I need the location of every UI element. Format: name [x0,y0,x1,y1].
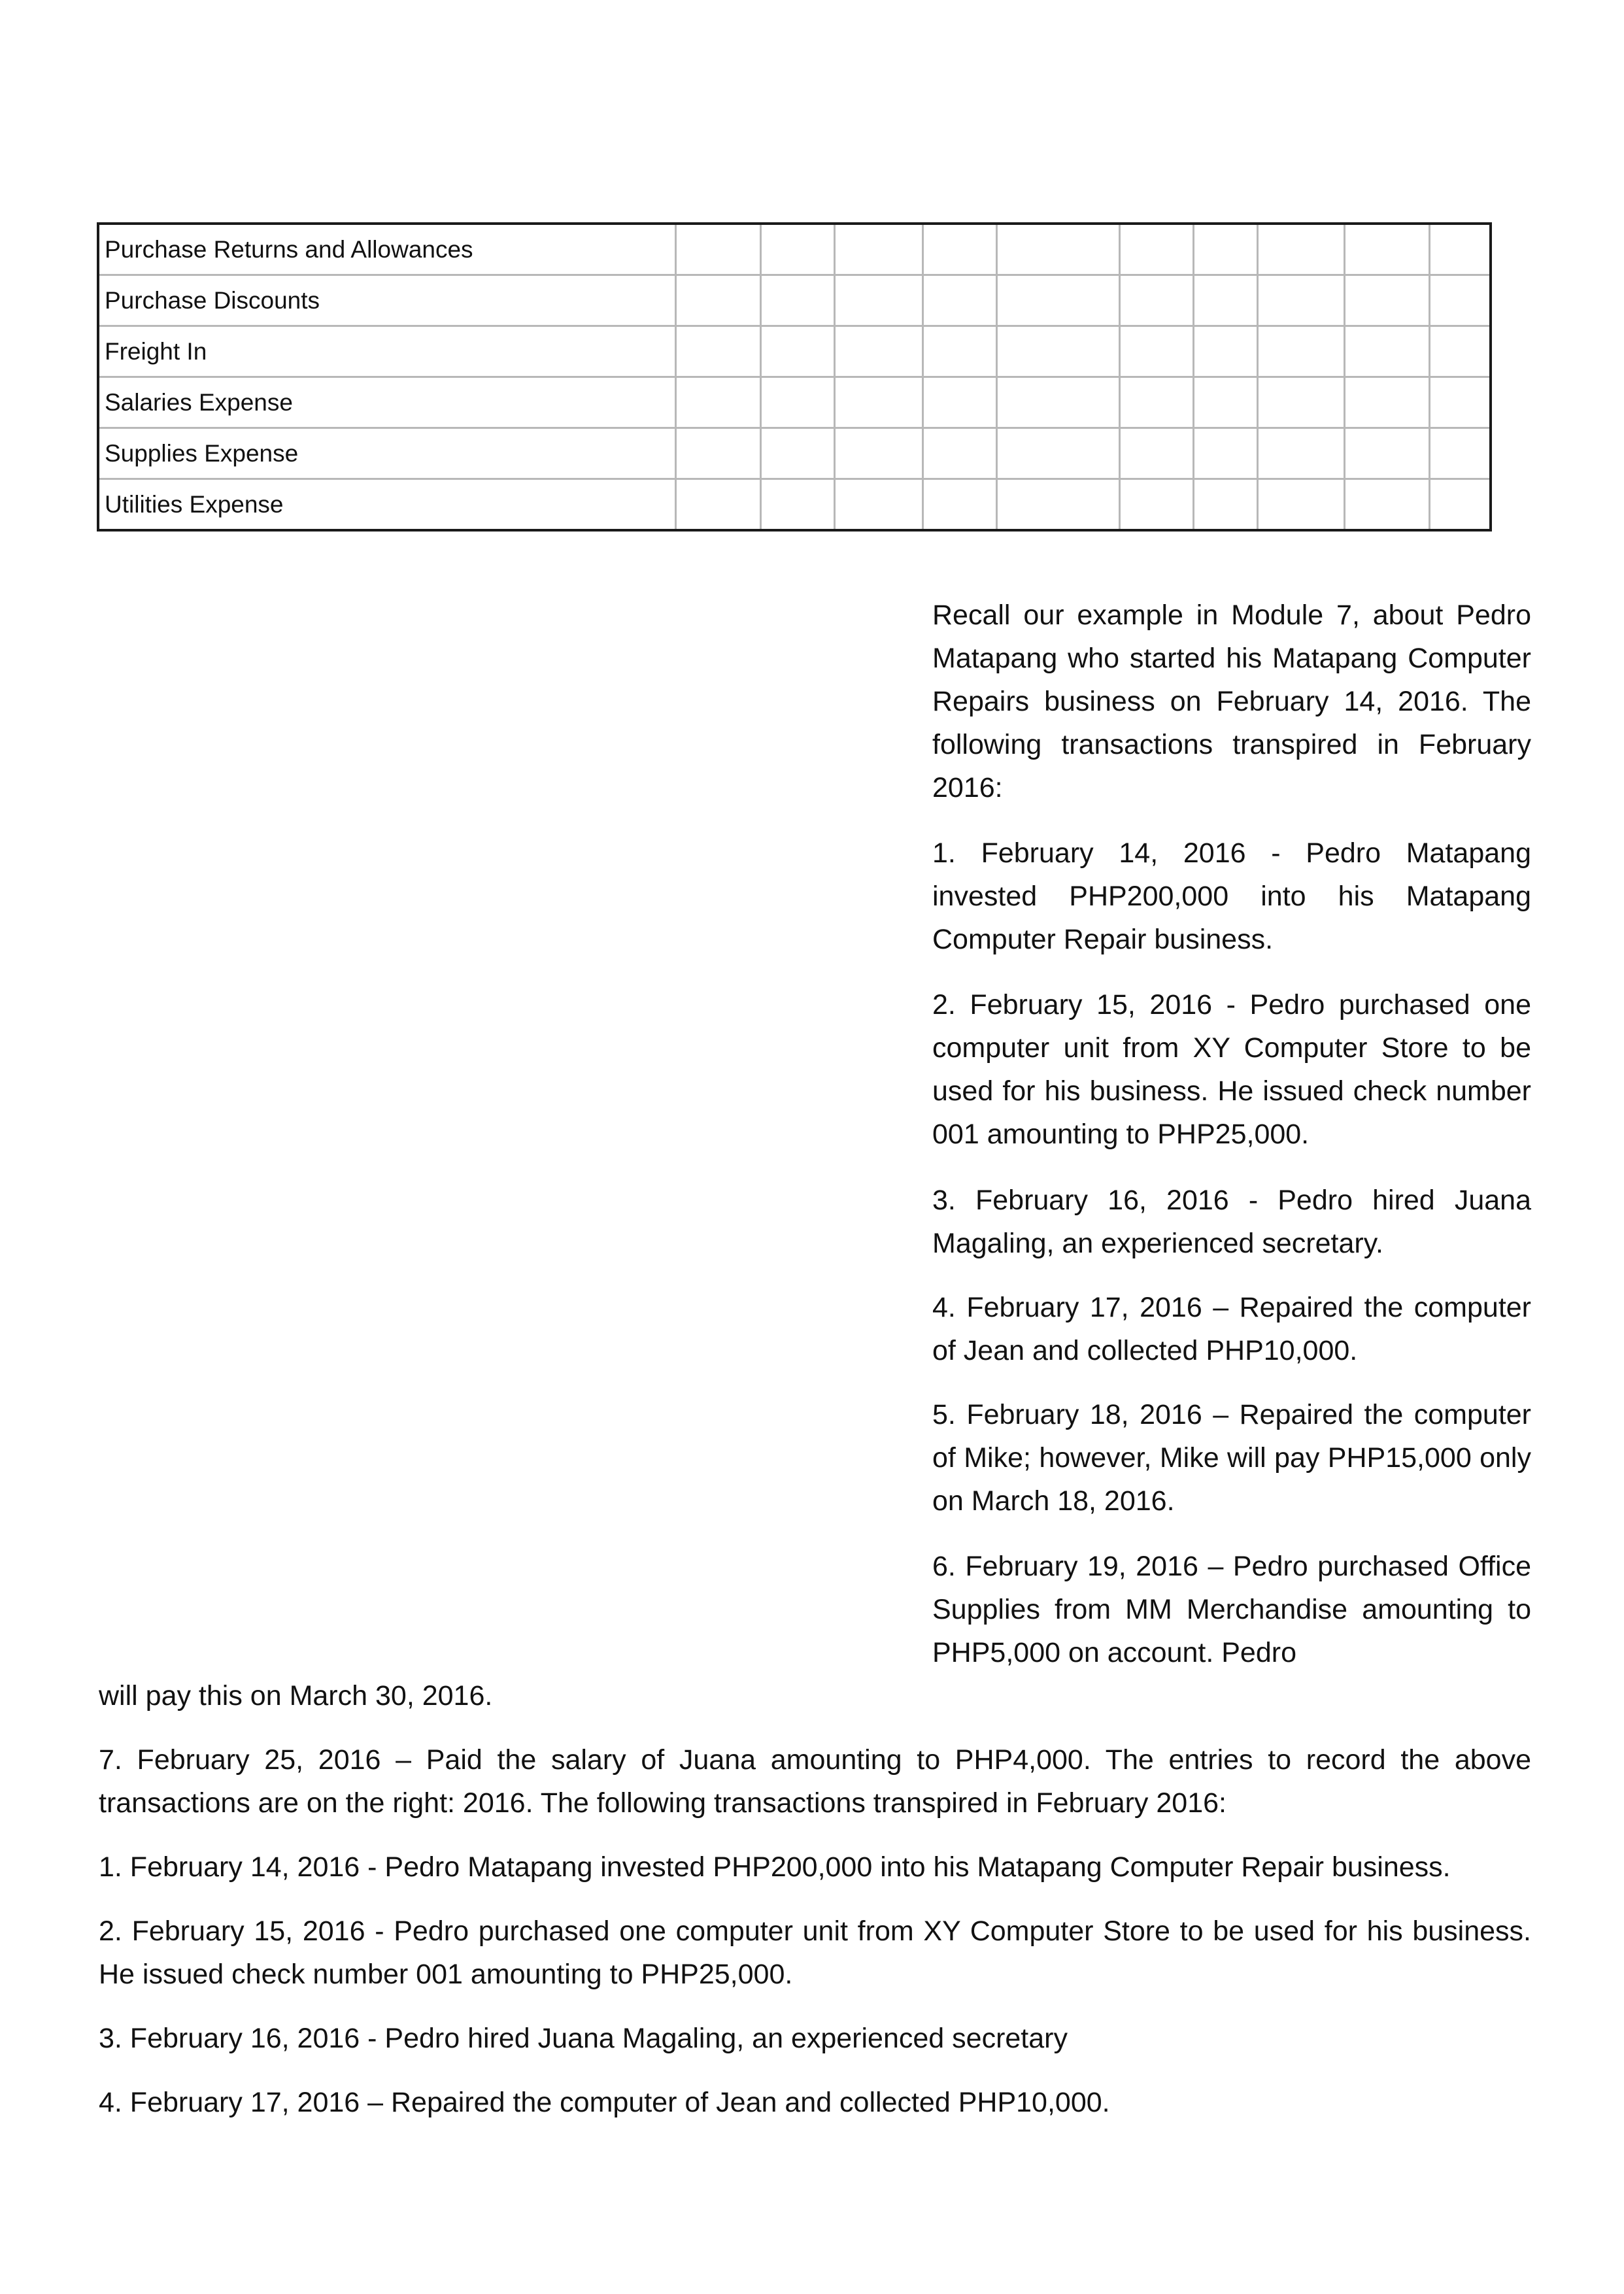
amount-cell [996,224,1119,275]
transaction-item: 5. February 18, 2016 – Repaired the computer of Mike; however, Mike will pay PHP15,000 only on March 18, 2016. [932,1399,1531,1517]
amount-cell [760,428,834,479]
amount-cell [1344,275,1429,326]
amount-cell [922,275,996,326]
amount-cell [675,224,760,275]
amount-cell [1257,326,1344,377]
amount-cell [1429,326,1491,377]
intro-paragraph: Recall our example in Module 7, about Pedro Matapang who started his Matapang Computer Repairs business on February 14, 2016. The following transactions transpired in February 2016: [932,599,1531,803]
amount-cell [760,479,834,531]
amount-cell [1344,326,1429,377]
amount-cell [675,428,760,479]
transaction-item: 2. February 15, 2016 - Pedro purchased one computer unit from XY Computer Store to be used for his business. He issued check number 001 amounting to PHP25,000. [99,1915,1531,1990]
amount-cell [1119,275,1193,326]
amount-cell [834,326,922,377]
amount-cell [1257,479,1344,531]
transaction-item-continuation: will pay this on March 30, 2016. [99,1680,493,1712]
amount-cell [834,224,922,275]
amount-cell [675,479,760,531]
amount-cell [1119,326,1193,377]
amount-cell [834,377,922,428]
amount-cell [922,326,996,377]
amount-cell [1429,428,1491,479]
amount-cell [996,428,1119,479]
ledger-row [98,326,1491,377]
transaction-item: 3. February 16, 2016 - Pedro hired Juana Magaling, an experienced secretary. [932,1185,1531,1259]
ledger-row [98,224,1491,275]
amount-cell [834,428,922,479]
amount-cell [1119,479,1193,531]
amount-cell [1119,428,1193,479]
ledger-row [98,377,1491,428]
ledger-row [98,275,1491,326]
amount-cell [1257,224,1344,275]
amount-cell [1257,377,1344,428]
amount-cell [996,275,1119,326]
amount-cell [834,479,922,531]
amount-cell [1257,428,1344,479]
amount-cell [922,428,996,479]
transaction-item: 6. February 19, 2016 – Pedro purchased Office Supplies from MM Merchandise amounting to PHP5,000 on account. Pedro [932,1551,1531,1668]
amount-cell [1193,428,1257,479]
amount-cell [1429,275,1491,326]
amount-cell [1344,224,1429,275]
amount-cell [675,377,760,428]
amount-cell [1344,377,1429,428]
account-name-cell: Freight In [98,326,675,377]
ledger-table [97,222,1492,531]
amount-cell [1193,224,1257,275]
amount-cell [760,275,834,326]
transaction-item: 2. February 15, 2016 - Pedro purchased one computer unit from XY Computer Store to be used for his business. He issued check number 001 amounting to PHP25,000. [932,989,1531,1150]
ledger-row [98,479,1491,531]
transaction-item: 7. February 25, 2016 – Paid the salary of Juana amounting to PHP4,000. The entries to record the above transactions are on the right: 2016. The following transactions transpired in February 2016: [99,1744,1531,1819]
amount-cell [922,224,996,275]
transaction-item: 4. February 17, 2016 – Repaired the computer of Jean and collected PHP10,000. [932,1292,1531,1366]
amount-cell [1429,224,1491,275]
amount-cell [1344,479,1429,531]
amount-cell [996,377,1119,428]
amount-cell [760,326,834,377]
transaction-item: 1. February 14, 2016 - Pedro Matapang invested PHP200,000 into his Matapang Computer Repair business. [99,1851,1451,1883]
amount-cell [1257,275,1344,326]
amount-cell [1193,377,1257,428]
account-name-cell: Salaries Expense [98,377,675,428]
amount-cell [996,326,1119,377]
amount-cell [1193,479,1257,531]
account-name-cell: Utilities Expense [98,479,675,531]
amount-cell [760,377,834,428]
transaction-item: 1. February 14, 2016 - Pedro Matapang invested PHP200,000 into his Matapang Computer Repair business. [932,837,1531,955]
transaction-item: 4. February 17, 2016 – Repaired the computer of Jean and collected PHP10,000. [99,2087,1110,2118]
amount-cell [996,479,1119,531]
amount-cell [675,275,760,326]
amount-cell [834,275,922,326]
amount-cell [1119,224,1193,275]
transaction-item: 3. February 16, 2016 - Pedro hired Juana Magaling, an experienced secretary [99,2023,1068,2054]
amount-cell [1429,377,1491,428]
account-name-cell: Supplies Expense [98,428,675,479]
amount-cell [1344,428,1429,479]
amount-cell [760,224,834,275]
account-name-cell: Purchase Returns and Allowances [98,224,675,275]
amount-cell [1193,326,1257,377]
amount-cell [1119,377,1193,428]
amount-cell [675,326,760,377]
amount-cell [922,479,996,531]
ledger-row [98,428,1491,479]
amount-cell [1193,275,1257,326]
amount-cell [1429,479,1491,531]
amount-cell [922,377,996,428]
account-name-cell: Purchase Discounts [98,275,675,326]
